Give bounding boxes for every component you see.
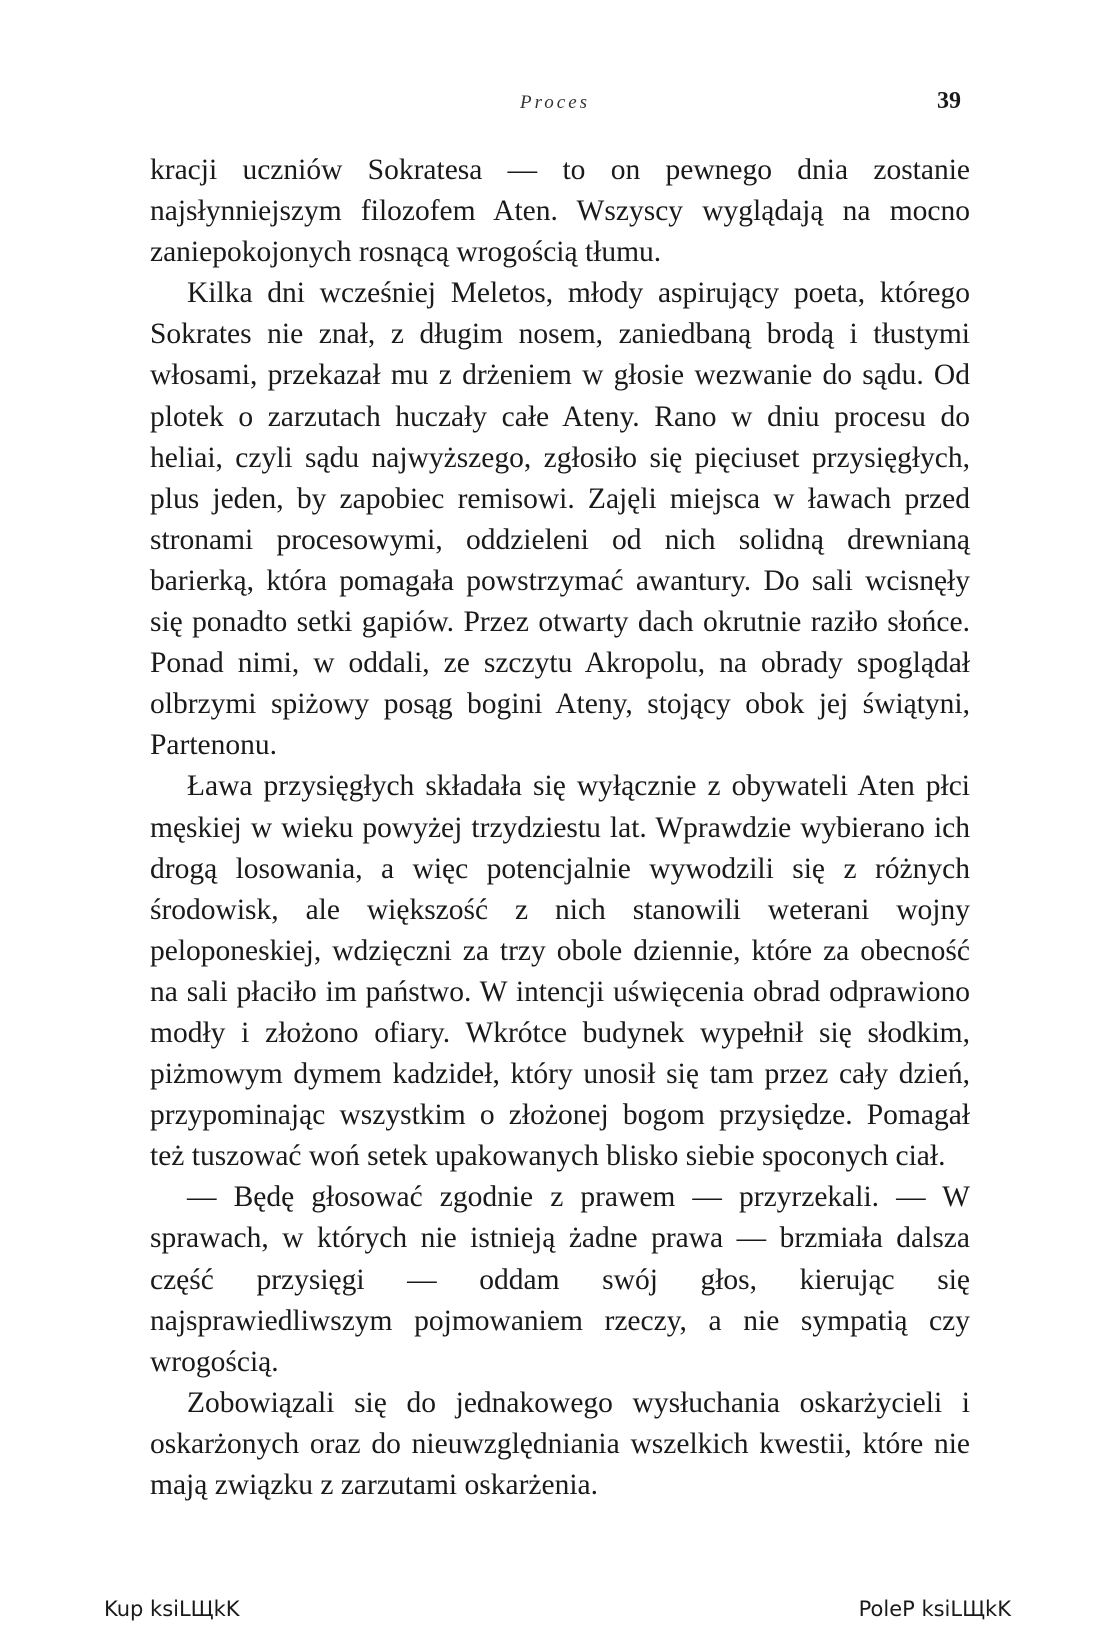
paragraph-5: Zobowiązali się do jednakowego wysłuchania oskarżycieli i oskarżonych oraz do nieuwzględniania wszelkich kwestii, które nie mają związku z zarzutami oskarżenia. <box>150 1386 970 1501</box>
buy-book-link[interactable]: Kup ksiLЩkK <box>104 1597 240 1621</box>
paragraph-3: Ława przysięgłych składała się wyłącznie z obywateli Aten płci męskiej w wieku powyżej trzydziestu lat. Wprawdzie wybierano ich drogą losowania, a więc potencjalnie wywodzili się z różnych środowisk, ale większość z nich stanowili weterani wojny peloponeskiej, wdzięczni za trzy obole dziennie, które za obecność na sali płaciło im państwo. W intencji uświęcenia obrad odprawiono modły i złożono ofiary. Wkrótce budynek wypełnił się słodkim, piżmowym dymem kadzideł, który unosił się tam przez cały dzień, przypominając wszystkim o złożonej bogom przysiędze. Pomagał też tuszować woń setek upakowanych blisko siebie spoconych ciał. <box>150 770 970 1173</box>
recommend-book-link[interactable]: PoleP ksiLЩkK <box>858 1597 1011 1621</box>
body-text <box>150 150 970 1506</box>
paragraph-4: — Będę głosować zgodnie z prawem — przyrzekali. — W sprawach, w których nie istnieją żadne prawa — brzmiała dalsza część przysięgi — oddam swój głos, kierując się najsprawiedliwszym pojmowaniem rzeczy, a nie sympatią czy wrogością. <box>150 1181 970 1378</box>
running-title: Proces <box>520 92 591 113</box>
running-head <box>0 88 1103 118</box>
paragraph-1: kracji uczniów Sokratesa — to on pewnego dnia zostanie najsłynniejszym filozofem Aten. Wszyscy wyglądają na mocno zaniepokojonych rosnącą wrogością tłumu. <box>150 154 970 269</box>
page-number: 39 <box>937 88 961 114</box>
paragraph-2: Kilka dni wcześniej Meletos, młody aspirujący poeta, którego Sokrates nie znał, z długim nosem, zaniedbaną brodą i tłustymi włosami, przekazał mu z drżeniem w głosie wezwanie do sądu. Od plotek o zarzutach huczały całe Ateny. Rano w dniu procesu do heliai, czyli sądu najwyższego, zgłosiło się pięciuset przysięgłych, plus jeden, by zapobiec remisowi. Zajęli miejsca w ławach przed stronami procesowymi, oddzieleni od nich solidną drewnianą barierką, która pomagała powstrzymać awantury. Do sali wcisnęły się ponadto setki gapiów. Przez otwarty dach okrutnie raziło słońce. Ponad nimi, w oddali, ze szczytu Akropolu, na obrady spoglądał olbrzymi spiżowy posąg bogini Ateny, stojący obok jej świątyni, Partenonu. <box>150 277 970 762</box>
